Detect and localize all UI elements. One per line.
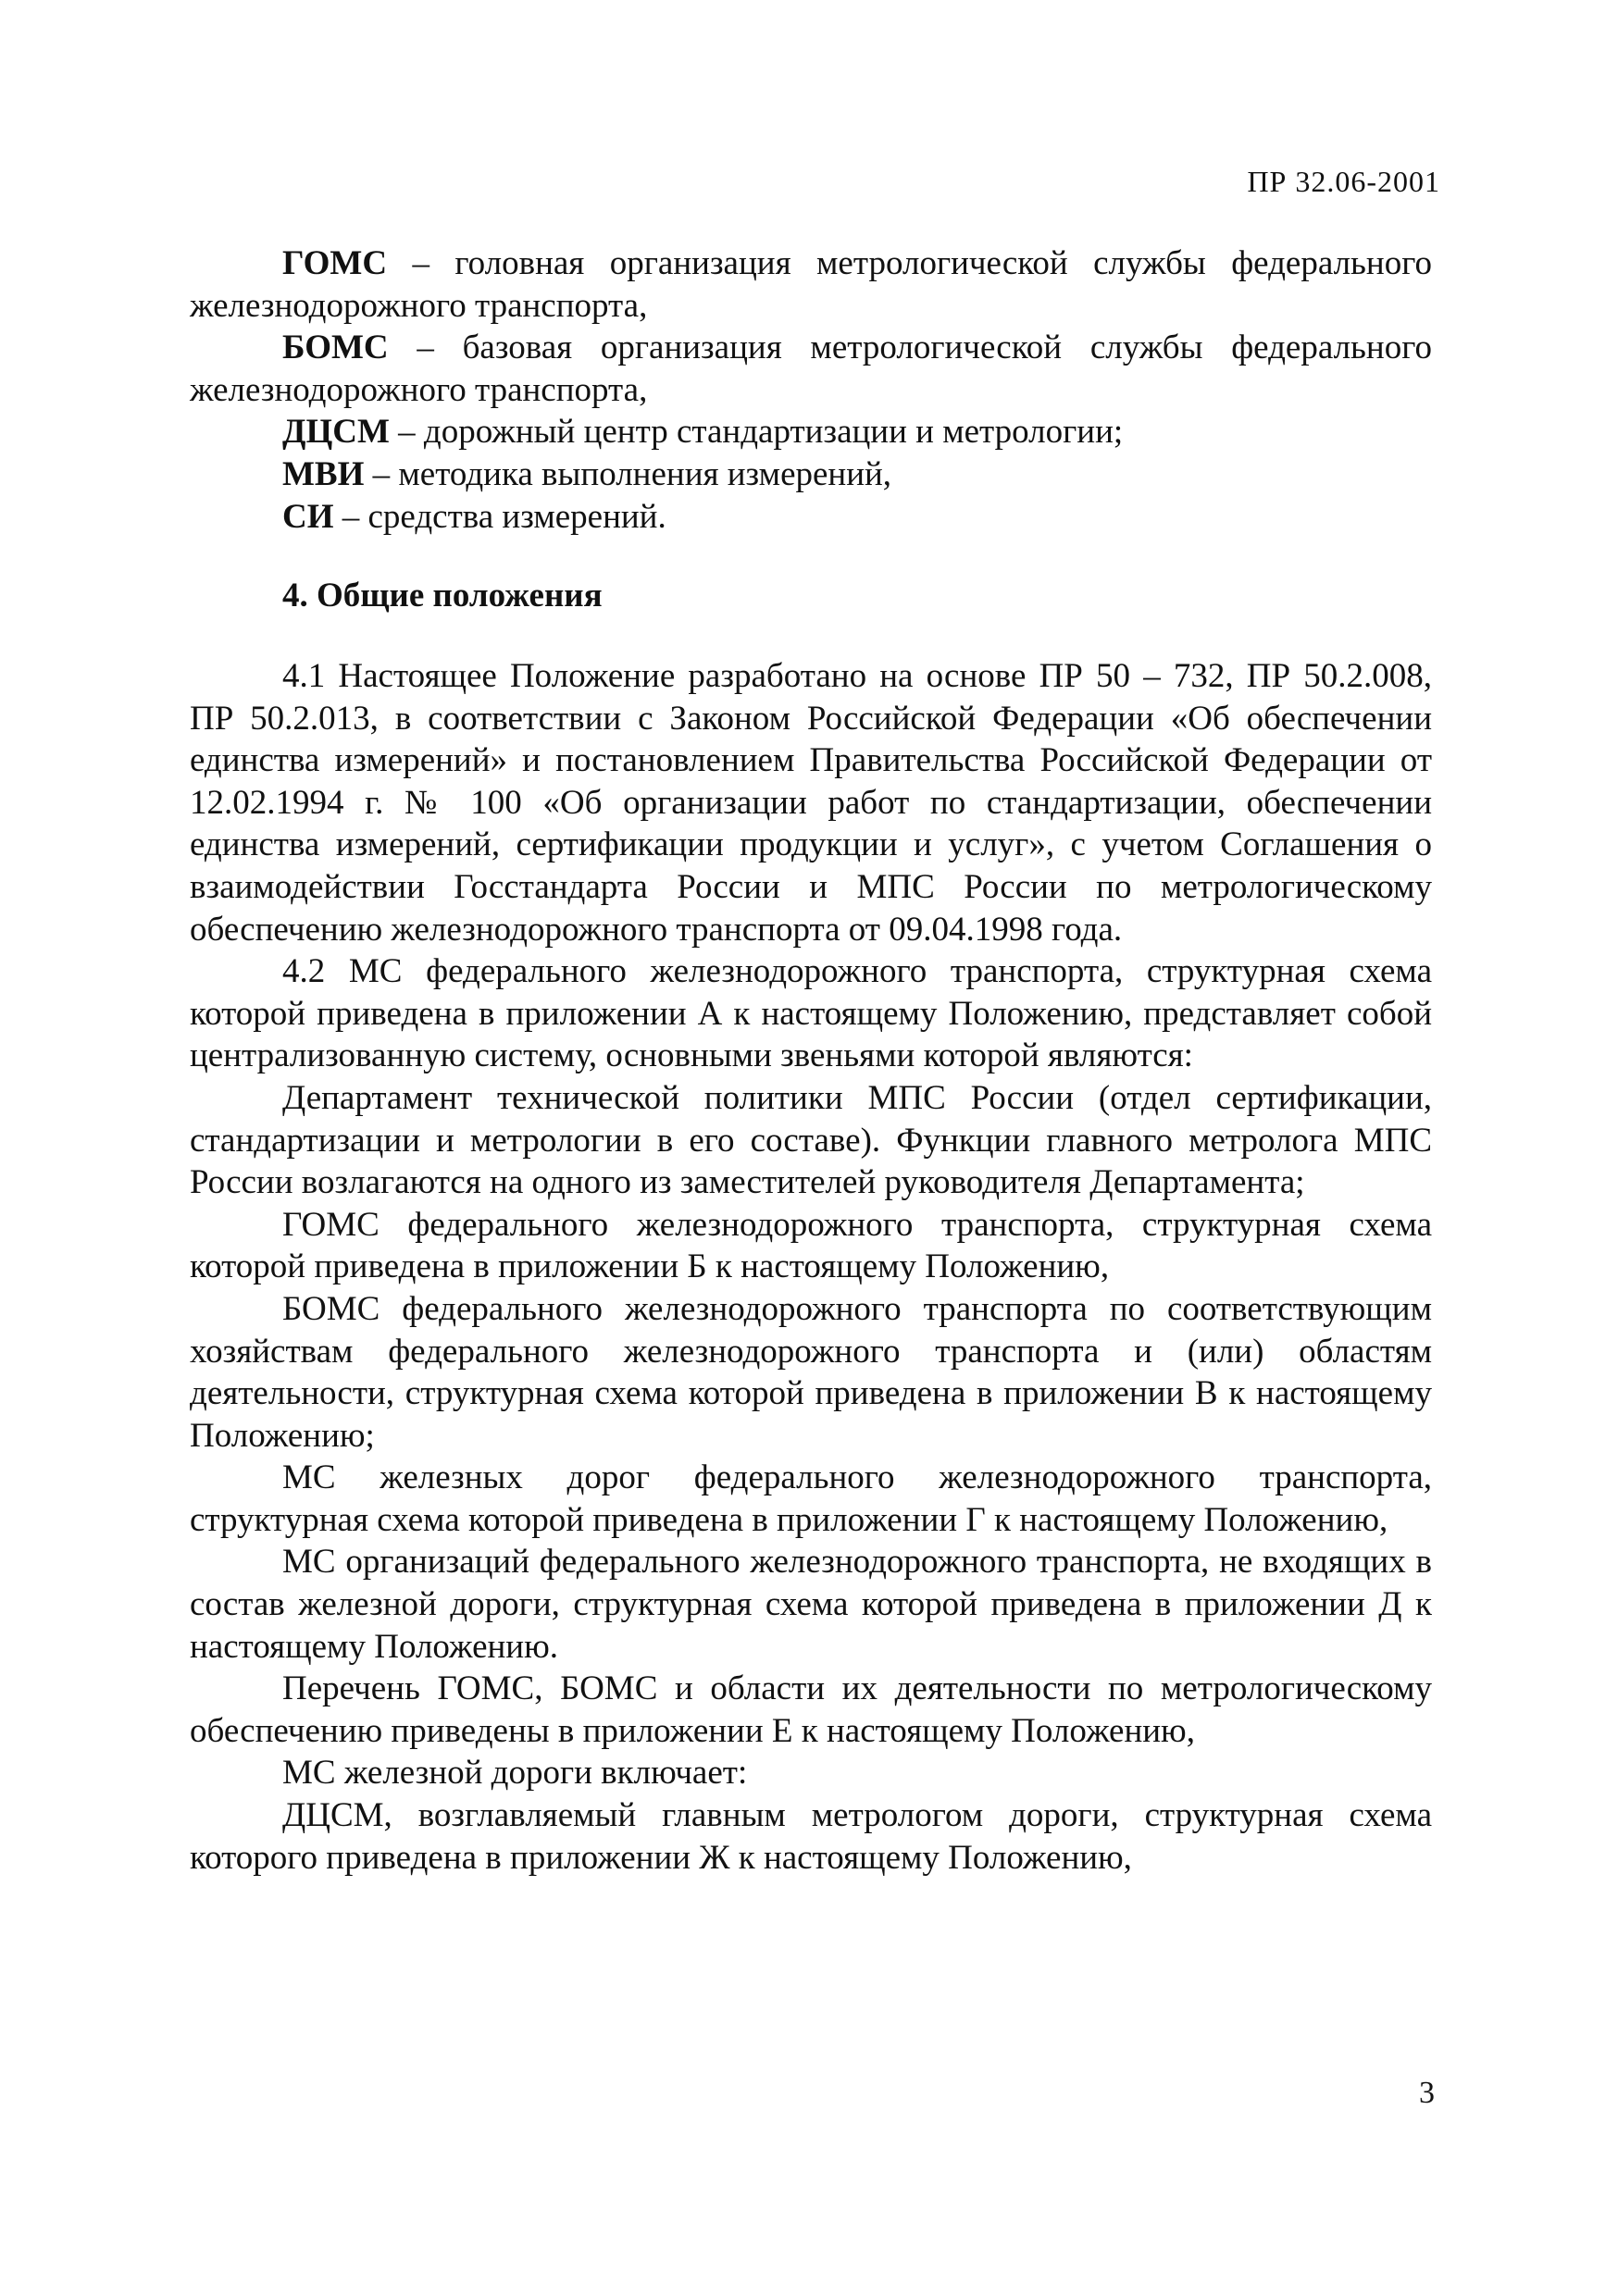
abbreviation-term: МВИ [282, 454, 365, 493]
abbreviation-definition: – головная организация метрологической службы федерального железнодорожного транспорта, [190, 244, 1432, 325]
paragraph: 4.1 Настоящее Положение разработано на основе ПР 50 – 732, ПР 50.2.008, ПР 50.2.013, в соответствии с Законом Российской Федерации «Об обеспечении единства измерений» и постановлением Правительства Российской Федерации от 12.02.1994 г. № 100 «Об организации работ по стандартизации, обеспечении единства измерений, сертификации продукции и услуг», с учетом Соглашения о взаимодействии Госстандарта России и МПС России по метрологическому обеспечению железнодорожного транспорта от 09.04.1998 года. [190, 657, 1432, 949]
document-code: ПР 32.06-2001 [1247, 165, 1440, 198]
abbreviation-item [190, 411, 1432, 453]
paragraph: ДЦСМ, возглавляемый главным метрологом дороги, структурная схема которого приведена в приложении Ж к настоящему Положению, [190, 1796, 1432, 1877]
paragraph: МС железной дороги включает: [282, 1754, 748, 1793]
paragraph: МС железных дорог федерального железнодорожного транспорта, структурная схема которой приведена в приложении Г к настоящему Положению, [190, 1458, 1432, 1539]
paragraph: Перечень ГОМС, БОМС и области их деятельности по метрологическому обеспечению приведены в приложении Е к настоящему Положению, [190, 1669, 1432, 1750]
abbreviation-item [190, 242, 1432, 327]
abbreviation-term: БОМС [282, 329, 389, 367]
abbreviation-definition: – дорожный центр стандартизации и метрологии; [389, 413, 1124, 452]
abbreviation-definition: – базовая организация метрологической службы федерального железнодорожного транспорта, [190, 329, 1432, 409]
abbreviation-term: ГОМС [282, 244, 388, 282]
abbreviation-term: СИ [282, 497, 334, 536]
section-body [190, 655, 1432, 1879]
page-number: 3 [1419, 2076, 1435, 2110]
paragraph: 4.2 МС федерального железнодорожного транспорта, структурная схема которой приведена в приложении А к настоящему Положению, представляет собой централизованную систему, основными звеньями которой являются: [190, 952, 1432, 1075]
paragraph: МС организаций федерального железнодорожного транспорта, не входящих в состав железной дороги, структурная схема которой приведена в приложении Д к настоящему Положению. [190, 1543, 1432, 1666]
paragraph: ГОМС федерального железнодорожного транспорта, структурная схема которой приведена в приложении Б к настоящему Положению, [190, 1205, 1432, 1286]
abbreviation-definition: – средства измерений. [333, 497, 666, 536]
section-heading: 4. Общие положения [282, 577, 603, 614]
abbreviation-item [190, 453, 1432, 496]
abbreviations-list [190, 242, 1432, 538]
paragraph: БОМС федерального железнодорожного транспорта по соответствующим хозяйствам федерального железнодорожного транспорта и (или) областям деятельности, структурная схема которой приведена в приложении В к настоящему Положению; [190, 1289, 1432, 1455]
abbreviation-item [190, 496, 1432, 539]
abbreviation-term: ДЦСМ [282, 413, 390, 452]
abbreviation-definition: – методика выполнения измерений, [364, 454, 892, 493]
paragraph: Департамент технической политики МПС России (отдел сертификации, стандартизации и метрологии в его составе). Функции главного метролога МПС России возлагаются на одного из заместителей руководителя Департамента; [190, 1078, 1432, 1202]
abbreviation-item [190, 327, 1432, 411]
